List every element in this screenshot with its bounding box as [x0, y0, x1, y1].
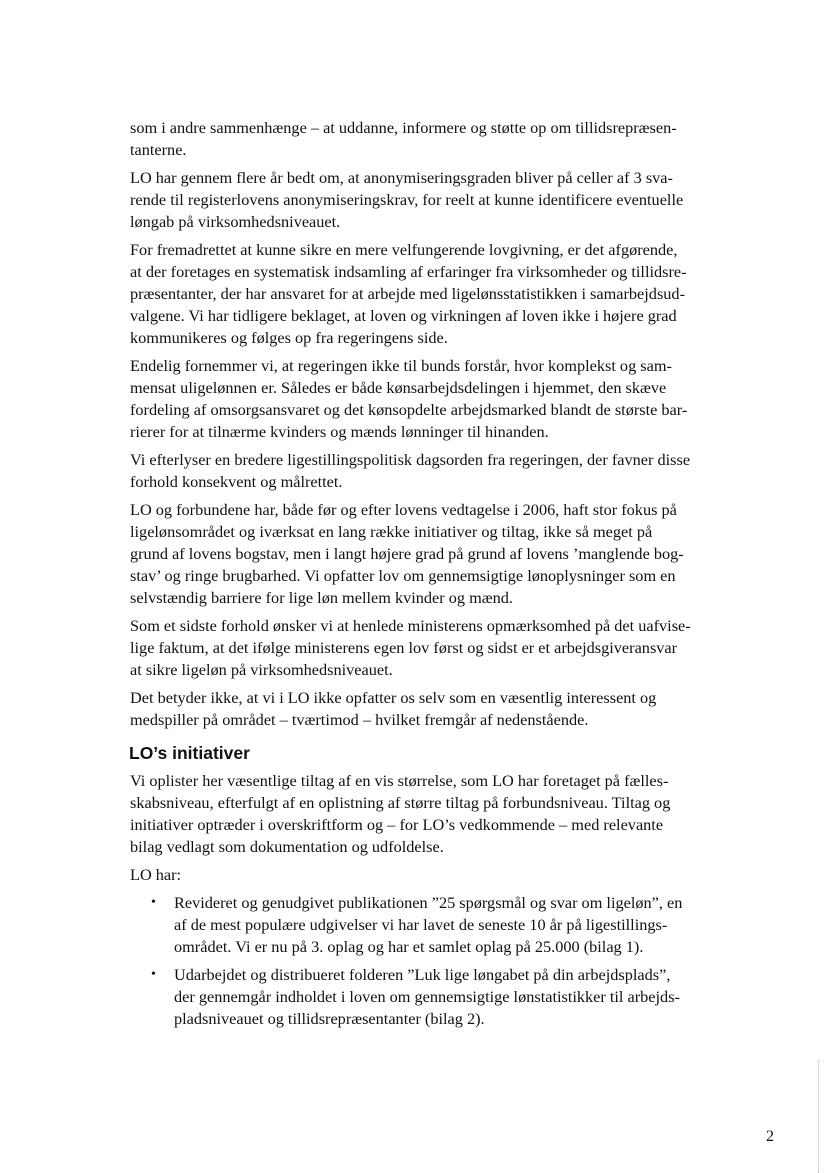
- text-line: ligelønsområdet og iværksat en lang række initiativer og tiltag, ikke så meget på: [130, 522, 653, 541]
- paragraph: [130, 167, 730, 233]
- paragraphs-before: [130, 117, 730, 731]
- section-heading: LO’s initiativer: [129, 743, 250, 763]
- paragraph: [130, 449, 730, 493]
- text-line: rierer for at tilnærme kvinders og mænds lønninger til hinanden.: [130, 422, 549, 441]
- text-line: lige faktum, at det ifølge ministerens egen lov først og sidst er et arbejdsgiveransvar: [130, 638, 678, 657]
- text-line: skabsniveau, efterfulgt af en oplistning af større tiltag på forbundsniveau. Tiltag og: [130, 793, 671, 812]
- text-line: forhold konsekvent og målrettet.: [130, 472, 343, 491]
- text-line: rende til registerlovens anonymiseringskrav, for reelt at kunne identificere eventuelle: [130, 190, 684, 209]
- page-number: 2: [766, 1128, 774, 1145]
- text-line: valgene. Vi har tidligere beklaget, at loven og virkningen af loven ikke i højere grad: [130, 306, 677, 325]
- text-line: at sikre ligeløn på virksomhedsniveauet.: [130, 660, 393, 679]
- text-line: bilag vedlagt som dokumentation og udfoldelse.: [130, 837, 444, 856]
- text-line: Endelig fornemmer vi, at regeringen ikke til bunds forstår, hvor komplekst og sam-: [130, 356, 672, 375]
- text-line: Det betyder ikke, at vi i LO ikke opfatter os selv som en væsentlig interessent og: [130, 688, 657, 707]
- list-item: [130, 964, 730, 1030]
- bullet-list: [130, 892, 730, 1030]
- text-line: at der foretages en systematisk indsamling af erfaringer fra virksomheder og tillidsre-: [130, 262, 687, 281]
- document-body: [130, 117, 730, 1036]
- paragraph: [130, 615, 730, 681]
- bullet-icon: •: [151, 895, 156, 910]
- list-item: [130, 892, 730, 958]
- paragraph: [130, 499, 730, 609]
- text-line: medspiller på området – tværtimod – hvilket fremgår af nedenstående.: [130, 710, 589, 729]
- text-line: LO har gennem flere år bedt om, at anonymiseringsgraden bliver på celler af 3 sva-: [130, 168, 673, 187]
- text-line: Vi efterlyser en bredere ligestillingspolitisk dagsorden fra regeringen, der favner disse: [130, 450, 691, 469]
- paragraph: [130, 355, 730, 443]
- text-line: af de mest populære udgivelser vi har lavet de seneste 10 år på ligestillings-: [174, 915, 668, 934]
- text-line: Revideret og genudgivet publikationen ”25 spørgsmål og svar om ligeløn”, en: [174, 893, 683, 912]
- text-line: som i andre sammenhænge – at uddanne, informere og støtte op om tillidsrepræsen-: [130, 118, 677, 137]
- text-line: fordeling af omsorgsansvaret og det kønsopdelte arbejdsmarked blandt de største bar-: [130, 400, 688, 419]
- text-line: For fremadrettet at kunne sikre en mere velfungerende lovgivning, er det afgørende,: [130, 240, 678, 259]
- paragraph: [130, 239, 730, 349]
- text-line: Udarbejdet og distribueret folderen ”Luk lige løngabet på din arbejdsplads”,: [174, 965, 671, 984]
- text-line: selvstændig barriere for lige løn mellem kvinder og mænd.: [130, 588, 513, 607]
- text-line: området. Vi er nu på 3. oplag og har et samlet oplag på 25.000 (bilag 1).: [174, 937, 644, 956]
- bullet-icon: •: [151, 967, 156, 982]
- text-line: kommunikeres og følges op fra regeringens side.: [130, 328, 448, 347]
- text-line: løngab på virksomhedsniveauet.: [130, 212, 341, 231]
- paragraph: [130, 117, 730, 161]
- text-line: pladsniveauet og tillidsrepræsentanter (bilag 2).: [174, 1009, 485, 1028]
- text-line: der gennemgår indholdet i loven om gennemsigtige lønstatistikker til arbejds-: [174, 987, 680, 1006]
- paragraph: [130, 864, 730, 886]
- text-line: initiativer optræder i overskriftform og – for LO’s vedkommende – med relevante: [130, 815, 664, 834]
- text-line: mensat uligelønnen er. Således er både kønsarbejdsdelingen i hjemmet, den skæve: [130, 378, 667, 397]
- text-line: stav’ og ringe brugbarhed. Vi opfatter lov om gennemsigtige lønoplysninger som en: [130, 566, 676, 585]
- text-line: præsentanter, der har ansvaret for at arbejde med ligelønsstatistikken i samarbejdsud-: [130, 284, 685, 303]
- text-line: Som et sidste forhold ønsker vi at henlede ministerens opmærksomhed på det uafvise-: [130, 616, 691, 635]
- paragraphs-after: [130, 770, 730, 886]
- text-line: Vi oplister her væsentlige tiltag af en vis størrelse, som LO har foretaget på fælles-: [130, 771, 669, 790]
- paragraph: [130, 687, 730, 731]
- paragraph: [130, 770, 730, 858]
- text-line: tanterne.: [130, 140, 187, 159]
- text-line: LO har:: [130, 865, 182, 884]
- text-line: LO og forbundene har, både før og efter lovens vedtagelse i 2006, haft stor fokus på: [130, 500, 677, 519]
- page-edge-divider: [818, 1060, 819, 1173]
- text-line: grund af lovens bogstav, men i langt højere grad på grund af lovens ’manglende bog-: [130, 544, 684, 563]
